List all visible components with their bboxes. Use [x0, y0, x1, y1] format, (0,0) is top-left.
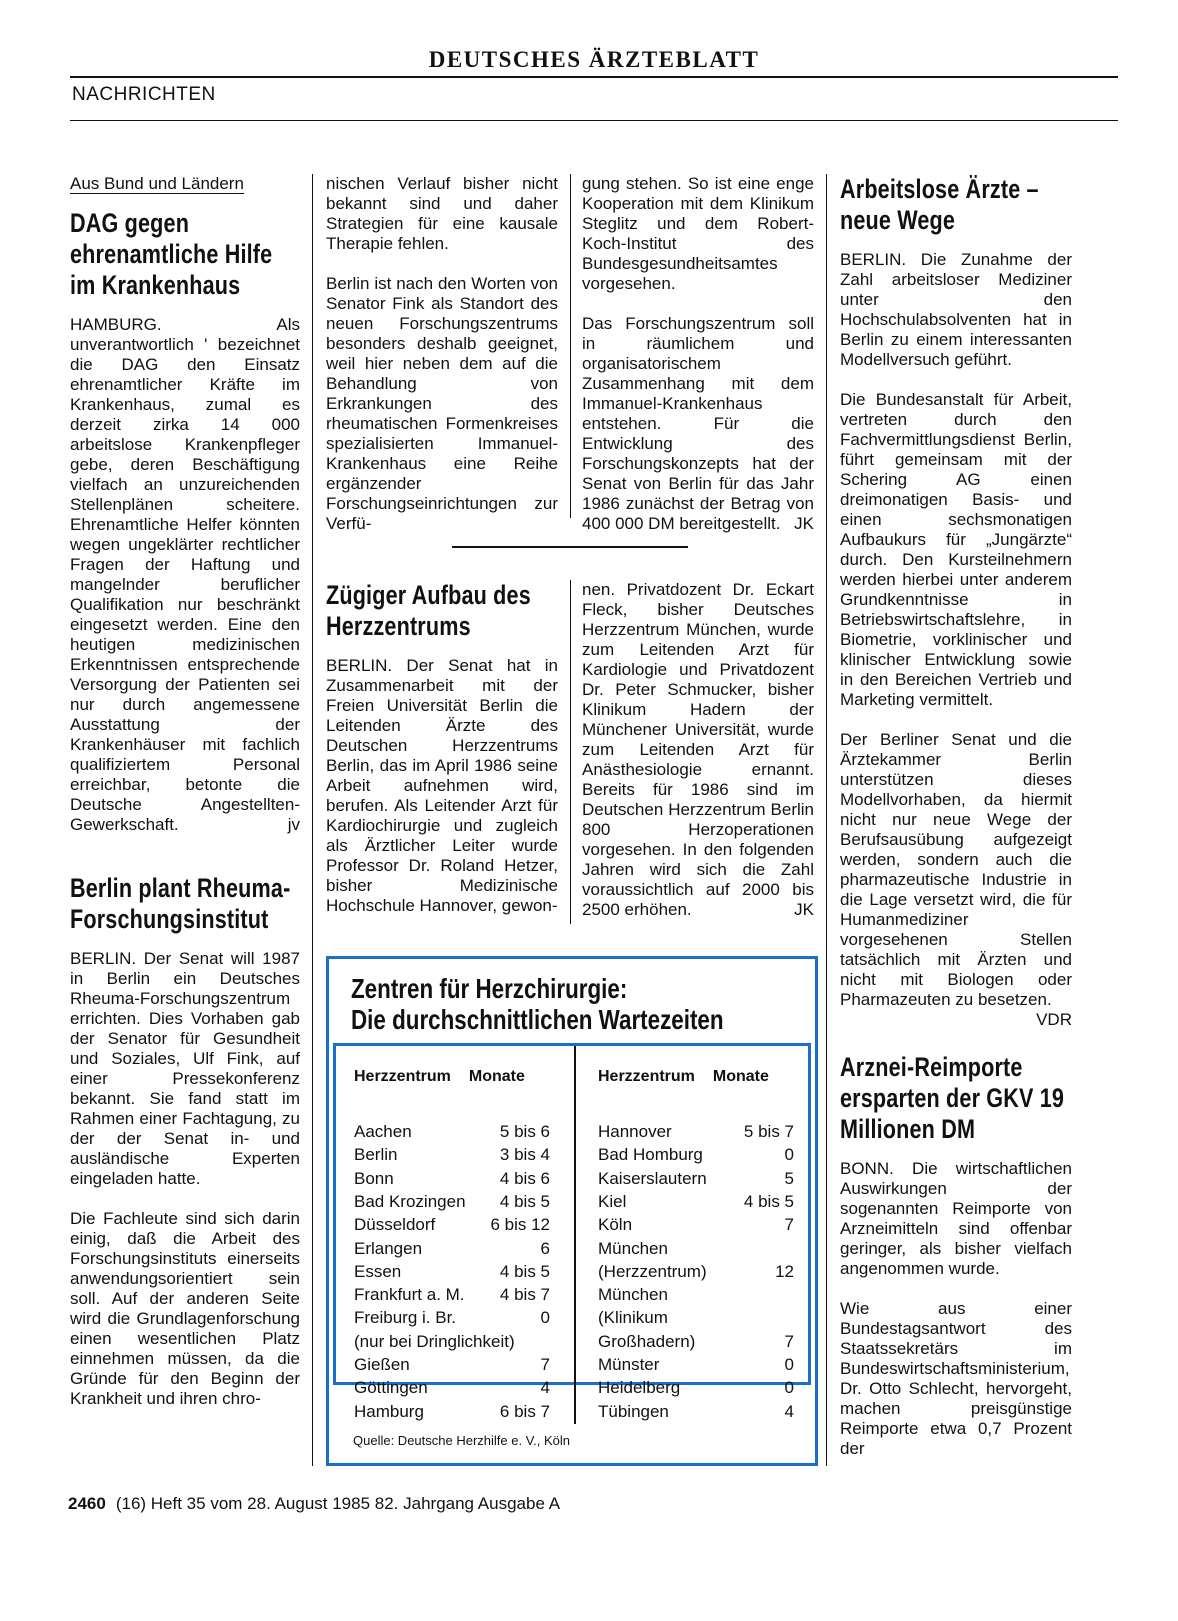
column-2-herz — [326, 580, 558, 916]
column-3-top — [582, 174, 814, 534]
waiting-months: 5 bis 7 — [743, 1122, 794, 1141]
table-row — [354, 1190, 550, 1213]
column-4 — [840, 174, 1072, 1459]
table-row — [354, 1120, 550, 1143]
table-row — [354, 1283, 550, 1306]
table-source: Quelle: Deutsche Herzhilfe e. V., Köln — [353, 1433, 571, 1448]
table-row — [354, 1143, 550, 1166]
top-rule — [70, 120, 1118, 121]
table-row — [598, 1353, 794, 1376]
table-row — [598, 1306, 794, 1329]
article-text: nen. Privatdozent Dr. Eckart Fleck, bisher Deutsches Herzzentrum München, wurde zum Leitenden Arzt für Kardiologie und Privatdozent Dr. Peter Schmucker, bisher Klinikum Hadern der Münchener Universität, wurde zum Leitenden Arzt für Anästhesiologie ernannt. Bereits für 1986 sind im Deutschen Herzzentrum Berlin 800 Herzoperationen vorgesehen. In den folgenden Jahren wird sich die Zahl voraussichtlich auf 2000 bis 2500 erhöhen. — [582, 580, 814, 919]
column-3-herz — [582, 580, 814, 920]
waiting-months: 6 bis 12 — [490, 1215, 550, 1235]
article-body-arbeitslose-2: Die Bundesanstalt für Arbeit, vertreten durch den Fachvermittlungsdienst Berlin, führt gemeinsam mit der Schering AG einen dreimonatigen Basis- und einen sechsmonatigen Aufbaukurs für „Jungärzte“ durch. Den Kursteilnehmern werden hierbei unter anderem Grundkenntnisse in Betriebswirtschaftslehre, in Biometrie, vorklinischer und klinischer Entwicklung sowie in den Bereichen Vertrieb und Marketing vermittelt. — [840, 390, 1072, 709]
author-sig: JK — [794, 900, 814, 919]
article-body-arbeitslose-3 — [840, 730, 1072, 1029]
center-name: Tübingen — [598, 1401, 669, 1421]
article-body-dag — [70, 315, 300, 835]
page-footer — [68, 1494, 560, 1514]
center-name: Hamburg — [354, 1401, 424, 1421]
waiting-months: 0 — [540, 1308, 550, 1328]
table-title-line-1: Zentren für Herzchirurgie: — [351, 973, 628, 1004]
article-text: Der Berliner Senat und die Ärztekammer Berlin unterstützen dieses Modellvorhaben, da hiermit nicht nur neue Wege der Berufsausübung aufgezeigt werden, sondern auch die pharmazeutische Industrie in die Lage versetzt wird, die für Humanmediziner vorgesehenen Stellen tatsächlich mit Ärzten und nicht mit Biologen oder Pharmazeuten zu besetzen. — [840, 730, 1072, 1009]
article-title-herz: Zügiger Aufbau des Herzzentrums — [326, 580, 531, 641]
issue-info: (16) Heft 35 vom 28. August 1985 82. Jahrgang Ausgabe A — [115, 1494, 561, 1513]
article-body-rheuma-1: BERLIN. Der Senat will 1987 in Berlin ein Deutsches Rheuma-Forschungszentrum errichten. Dies Vorhaben gab der Senator für Gesundheit und Soziales, Ulf Fink, auf einer Pressekonferenz bekannt. Sie fand statt im Rahmen einer Fachtagung, zu der der Senat in- und ausländische Experten eingeladen hatte. — [70, 949, 300, 1188]
waiting-months: 4 — [784, 1401, 794, 1421]
table-row — [354, 1330, 550, 1353]
rheuma-cont-1: nischen Verlauf bisher nicht bekannt sind und daher Strategien für eine kausale Therapie fehlen. — [326, 174, 558, 253]
table-frame — [333, 1043, 811, 1421]
column-1 — [70, 174, 300, 1409]
header-months: Monate — [712, 1068, 769, 1085]
center-name: Bonn — [354, 1168, 394, 1188]
table-row — [598, 1213, 794, 1236]
waiting-months: 0 — [784, 1145, 794, 1165]
table-row — [598, 1376, 794, 1399]
article-title-dag: DAG gegen ehrenamtliche Hilfe im Krankenhaus — [70, 208, 273, 300]
waiting-months: 4 bis 7 — [499, 1285, 550, 1305]
waiting-months: 7 — [540, 1355, 550, 1374]
article-body-arbeitslose-1: BERLIN. Die Zunahme der Zahl arbeitsloser Mediziner unter den Hochschulabsolventen hat in Berlin zu einem interessanten Modellversuch geführt. — [840, 250, 1072, 369]
masthead-title: DEUTSCHES ÄRZTEBLATT — [428, 47, 760, 72]
waiting-months: 6 — [540, 1238, 550, 1258]
center-name: (Herzzentrum) — [598, 1261, 707, 1281]
article-title-arbeitslose: Arbeitslose Ärzte – neue Wege — [840, 174, 1039, 235]
article-body-reimporte-1: BONN. Die wirtschaftlichen Auswirkungen der sogenannten Reimporte von Arzneimitteln sind offenbar geringer, als bisher vielfach angenommen wurde. — [840, 1159, 1072, 1278]
waiting-months: 6 bis 7 — [499, 1401, 550, 1421]
waiting-months: 12 — [775, 1261, 794, 1281]
section-label: NACHRICHTEN — [72, 84, 216, 105]
author-sig: jv — [287, 815, 300, 834]
center-name: Kaiserslautern — [598, 1168, 707, 1188]
waiting-months: 7 — [784, 1215, 794, 1235]
column-divider — [312, 174, 313, 1466]
waiting-months: 5 bis 6 — [499, 1122, 550, 1141]
waiting-months: 7 — [784, 1331, 794, 1351]
article-text: HAMBURG. Als unverantwortlich ' bezeichnet die DAG den Einsatz ehrenamtlicher Kräfte im Krankenhaus, zumal es derzeit zirka 14 000 arbeitslose Krankenpfleger gebe, deren Beschäftigung vielfach an unzureichenden Stellenplänen scheitere. Ehrenamtliche Helfer könnten wegen ungeklärter rechtlicher Fragen der Haftung und mangelnder beruflicher Qualifikation nur beschränkt eingesetzt werden. Eine den heutigen medizinischen Erkenntnissen entsprechende Versorgung der Patienten sei nur durch angemessene Ausstattung der Krankenhäuser mit fachlich qualifiziertem Personal erreichbar, betonte die Deutsche Angestellten-Gewerkschaft. — [70, 315, 300, 834]
header-center: Herzzentrum — [354, 1068, 451, 1085]
waiting-months: 5 — [784, 1168, 794, 1188]
article-body-herz-1: BERLIN. Der Senat hat in Zusammenarbeit mit der Freien Universität Berlin die Leitenden Ärzte des Deutschen Herzzentrums Berlin, das im April 1986 seine Arbeit aufnehmen wird, berufen. Als Leitender Arzt für Kardiochirurgie und zugleich als Ärztlicher Leiter wurde Professor Dr. Roland Hetzer, bisher Medizinische Hochschule Hannover, gewon- — [326, 656, 558, 915]
center-name: Göttingen — [354, 1378, 428, 1398]
column-divider — [570, 174, 571, 518]
rheuma-cont-3: gung stehen. So ist eine enge Kooperation mit dem Klinikum Steglitz und dem Robert-Koch-Institut des Bundesgesundheitsamtes vorgesehen. — [582, 174, 814, 293]
table-row — [354, 1376, 550, 1399]
waiting-months: 0 — [784, 1378, 794, 1398]
table-header-left — [354, 1068, 525, 1086]
center-name: Berlin — [354, 1145, 398, 1165]
author-sig: JK — [794, 514, 814, 533]
table-row — [598, 1283, 794, 1306]
table-row — [598, 1120, 794, 1143]
article-body-rheuma-2: Die Fachleute sind sich darin einig, daß die Arbeit des Forschungsinstituts einerseits anwendungsorientiert sein soll. Auf der anderen Seite wird die Grundlagenforschung einen wesentlichen Platz einnehmen müssen, da die Gründe für den Beginn der Krankheit und ihren chro- — [70, 1209, 300, 1408]
table-column-divider — [574, 1046, 576, 1424]
center-name: Kiel — [598, 1191, 627, 1211]
column-divider — [570, 580, 571, 924]
table-row — [598, 1400, 794, 1423]
table-row — [598, 1190, 794, 1213]
center-name: (Klinikum — [598, 1308, 668, 1328]
center-name: (nur bei Dringlichkeit) — [354, 1331, 515, 1351]
waiting-times-table — [326, 956, 818, 1466]
article-title-rheuma: Berlin plant Rheuma-Forschungsinstitut — [70, 873, 291, 934]
page-number: 2460 — [68, 1494, 106, 1513]
author-sig: VDR — [1036, 1010, 1072, 1029]
header-center: Herzzentrum — [598, 1068, 695, 1085]
masthead — [70, 46, 1118, 78]
waiting-months: 4 bis 5 — [743, 1191, 794, 1211]
article-title-reimporte: Arznei-Reimporte ersparten der GKV 19 Millionen DM — [840, 1052, 1065, 1144]
center-name: München — [598, 1238, 668, 1258]
article-text: Das Forschungszentrum soll in räumlichem und organisatorischem Zusammenhang mit dem Immanuel-Krankenhaus entstehen. Für die Entwicklung des Forschungskonzepts hat der Senat von Berlin für das Jahr 1986 zunächst der Betrag von 400 000 DM bereitgestellt. — [582, 314, 814, 533]
table-row — [354, 1353, 550, 1376]
table-row — [598, 1237, 794, 1260]
rheuma-cont-4 — [582, 314, 814, 534]
waiting-months: 0 — [784, 1355, 794, 1374]
table-row — [354, 1167, 550, 1190]
table-row — [354, 1237, 550, 1260]
center-name: Köln — [598, 1215, 633, 1235]
table-row — [354, 1306, 550, 1329]
center-name: Hannover — [598, 1122, 672, 1141]
table-row — [598, 1167, 794, 1190]
center-name: Frankfurt a. M. — [354, 1285, 465, 1305]
kicker: Aus Bund und Ländern — [70, 174, 244, 193]
center-name: Freiburg i. Br. — [354, 1308, 457, 1328]
article-body-reimporte-2: Wie aus einer Bundestagsantwort des Staatssekretärs im Bundeswirtschaftsministerium, Dr. Otto Schlecht, hervorgeht, machen preisgünstige Reimporte etwa 0,7 Prozent der — [840, 1299, 1072, 1458]
center-name: Düsseldorf — [354, 1215, 436, 1235]
center-name: Gießen — [354, 1355, 410, 1374]
table-row — [598, 1330, 794, 1353]
table-title — [351, 973, 799, 1035]
center-name: Bad Krozingen — [354, 1191, 466, 1211]
table-header-right — [598, 1068, 769, 1086]
center-name: Münster — [598, 1355, 660, 1374]
column-divider — [826, 174, 827, 1466]
table-row — [354, 1260, 550, 1283]
waiting-months: 4 bis 6 — [499, 1168, 550, 1188]
waiting-months: 4 — [540, 1378, 550, 1398]
table-title-line-2: Die durchschnittlichen Wartezeiten — [351, 1004, 724, 1035]
waiting-months: 4 bis 5 — [499, 1261, 550, 1281]
center-name: Essen — [354, 1261, 402, 1281]
article-body-herz-2 — [582, 580, 814, 920]
article-separator — [452, 546, 688, 548]
table-row — [354, 1400, 550, 1423]
waiting-months: 3 bis 4 — [499, 1145, 550, 1165]
center-name: Großhadern) — [598, 1331, 696, 1351]
center-name: Aachen — [354, 1122, 412, 1141]
column-2-top — [326, 174, 558, 534]
header-months: Monate — [468, 1068, 525, 1085]
waiting-months: 4 bis 5 — [499, 1191, 550, 1211]
rheuma-cont-2: Berlin ist nach den Worten von Senator Fink als Standort des neuen Forschungszentrums besonders deshalb geeignet, weil hier neben dem auf die Behandlung von Erkrankungen des rheumatischen Formenkreises spezialisierten Immanuel-Krankenhaus eine Reihe ergänzender Forschungseinrichtungen zur Verfü- — [326, 274, 558, 533]
table-row — [598, 1260, 794, 1283]
center-name: Heidelberg — [598, 1378, 681, 1398]
table-row — [598, 1143, 794, 1166]
center-name: München — [598, 1285, 668, 1305]
center-name: Erlangen — [354, 1238, 423, 1258]
table-row — [354, 1213, 550, 1236]
center-name: Bad Homburg — [598, 1145, 703, 1165]
